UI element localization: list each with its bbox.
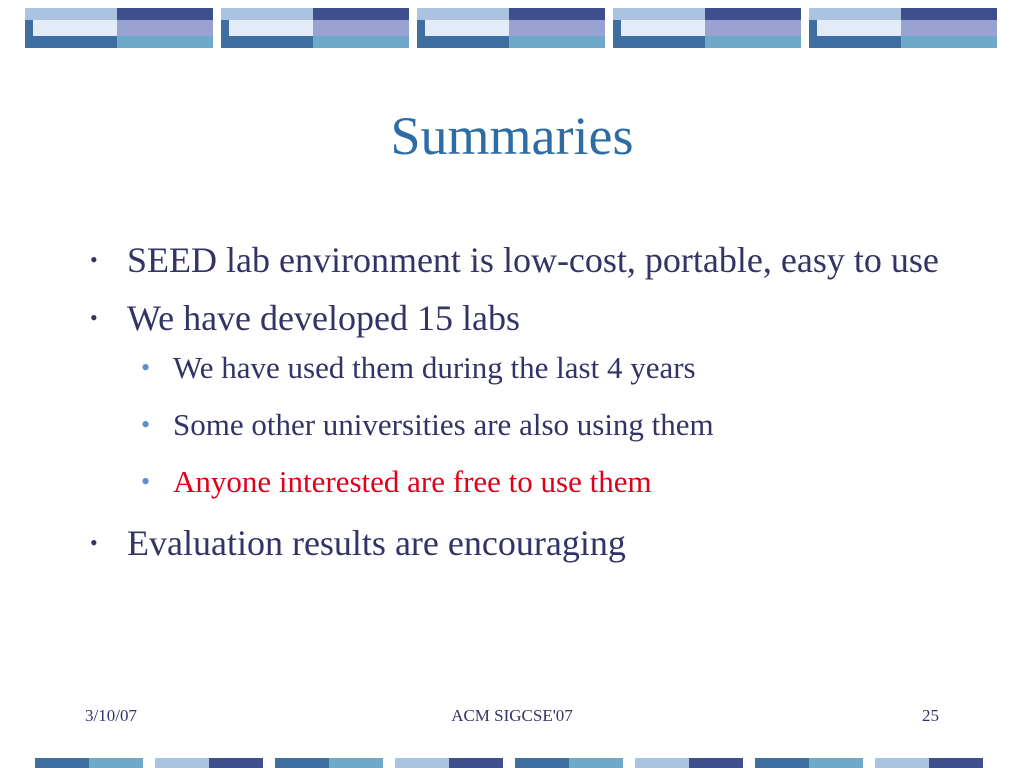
bottom-band-tile [515, 758, 623, 768]
sub-bullet-dot-icon: • [141, 410, 151, 439]
bottom-band-tile [155, 758, 263, 768]
sub-bullet-item [127, 405, 970, 445]
sub-bullet-dot-icon: • [141, 467, 151, 496]
bullet-dot-icon: • [90, 247, 98, 272]
band-tile [417, 8, 605, 48]
sub-bullet-item-highlight [127, 462, 970, 502]
bottom-band-tile [275, 758, 383, 768]
band-tile [809, 8, 997, 48]
band-tile [221, 8, 409, 48]
bottom-band-tile [755, 758, 863, 768]
bullet-item [90, 294, 970, 502]
bottom-band-tile [395, 758, 503, 768]
footer-page-number: 25 [922, 706, 939, 725]
sub-bullet-item [127, 348, 970, 388]
bullet-item [90, 519, 970, 567]
bottom-band-tile [875, 758, 983, 768]
bullet-dot-icon: • [90, 530, 98, 555]
slide-title: Summaries [390, 106, 634, 166]
footer-date: 3/10/07 [85, 706, 137, 725]
bullet-text: Evaluation results are encouraging [127, 523, 626, 563]
sub-bullet-text: Some other universities are also using them [173, 407, 714, 442]
sub-bullet-list [127, 348, 970, 502]
band-tile [613, 8, 801, 48]
sub-bullet-text: We have used them during the last 4 years [173, 350, 696, 385]
bullet-list [90, 236, 970, 577]
bullet-text: SEED lab environment is low-cost, portable, easy to use [127, 240, 939, 280]
sub-bullet-text: Anyone interested are free to use them [173, 464, 652, 499]
footer-conference: ACM SIGCSE'07 [451, 706, 573, 725]
bottom-band-tile [35, 758, 143, 768]
bullet-item [90, 236, 970, 284]
band-tile [25, 8, 213, 48]
sub-bullet-dot-icon: • [141, 353, 151, 382]
bullet-text: We have developed 15 labs [127, 298, 520, 338]
top-decorative-band [25, 8, 997, 48]
bullet-dot-icon: • [90, 305, 98, 330]
bottom-decorative-band [35, 758, 1024, 768]
bottom-band-tile [635, 758, 743, 768]
